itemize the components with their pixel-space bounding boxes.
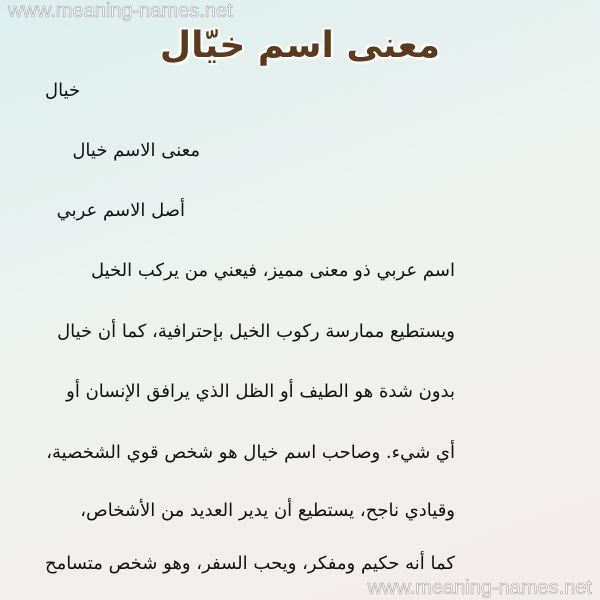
watermark-bottom: www.meaning-names.net bbox=[367, 577, 592, 599]
watermark-top: www.meaning-names.net bbox=[8, 0, 233, 22]
body-line: أي شيء. وصاحب اسم خيال هو شخص قوي الشخصية، bbox=[46, 442, 455, 463]
page-title: معنى اسم خيّال bbox=[159, 25, 441, 66]
body-line: ويستطيع ممارسة ركوب الخيل بإحترافية، كما أن خيال bbox=[57, 321, 455, 342]
body-line: وقيادي ناجح، يستطيع أن يدير العديد من الأشخاص، bbox=[80, 500, 455, 521]
body-line: اسم عربي ذو معنى مميز، فيعني من يركب الخيل bbox=[90, 260, 455, 281]
name-text: خيال bbox=[45, 80, 81, 101]
meaning-heading: معنى الاسم خيال bbox=[72, 140, 200, 161]
origin-text: أصل الاسم عربي bbox=[56, 200, 185, 221]
body-line: كما أنه حكيم ومفكر، ويحب السفر، وهو شخص متسامح bbox=[45, 553, 455, 574]
body-line: بدون شدة هو الطيف أو الظل الذي يرافق الإنسان أو bbox=[66, 381, 455, 402]
